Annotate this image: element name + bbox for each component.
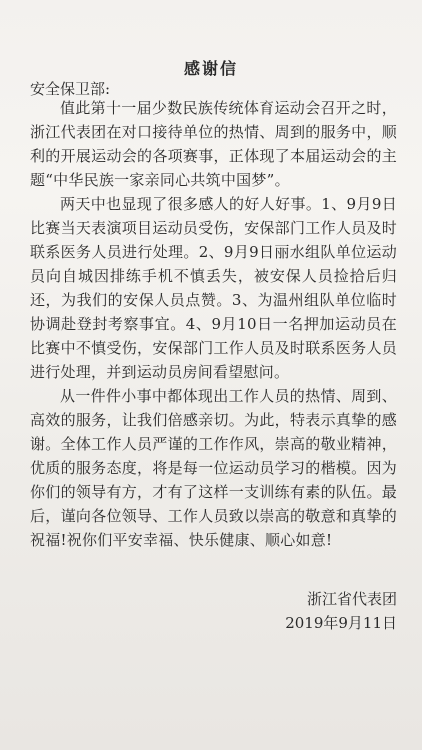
paragraph-intro: 值此第十一届少数民族传统体育运动会召开之时，浙江代表团在对口接待单位的热情、周到的服务中，顺利的开展运动会的各项赛事，正体现了本届运动会的主题“中华民族一家亲同心共筑中国梦”。 [30, 99, 397, 189]
signature-date: 2019年9月11日 [285, 614, 397, 632]
paragraph-good-deeds: 两天中也显现了很多感人的好人好事。1、9月9日比赛当天表演项目运动员受伤，安保部门工作人员及时联系医务人员进行处理。2、9月9日丽水组队单位运动员向自城因排练手机不慎丢失，被安保人员捡拾后归还，为我们的安保人员点赞。3、为温州组队单位临时协调赴登封考察事宜。4、9月10日一名押加运动员在比赛中不慎受伤，安保部门工作人员及时联系医务人员进行处理，并到运动员房间看望慰问。 [30, 195, 397, 381]
letter-title: 感谢信 [183, 59, 238, 78]
salutation: 安全保卫部: [30, 80, 111, 98]
paragraph-thanks: 从一件件小事中都体现出工作人员的热情、周到、高效的服务，让我们倍感亲切。为此，特表示真挚的感谢。全体工作人员严谨的工作作风，崇高的敬业精神，优质的服务态度，将是每一位运动员学习的楷模。因为你们的领导有方，才有了这样一支训练有素的队伍。最后，谨向各位领导、工作人员致以崇高的敬意和真挚的祝福!祝你们平安幸福、快乐健康、顺心如意! [30, 387, 397, 549]
signature-organization: 浙江省代表团 [306, 590, 397, 608]
letter-body [30, 96, 397, 552]
